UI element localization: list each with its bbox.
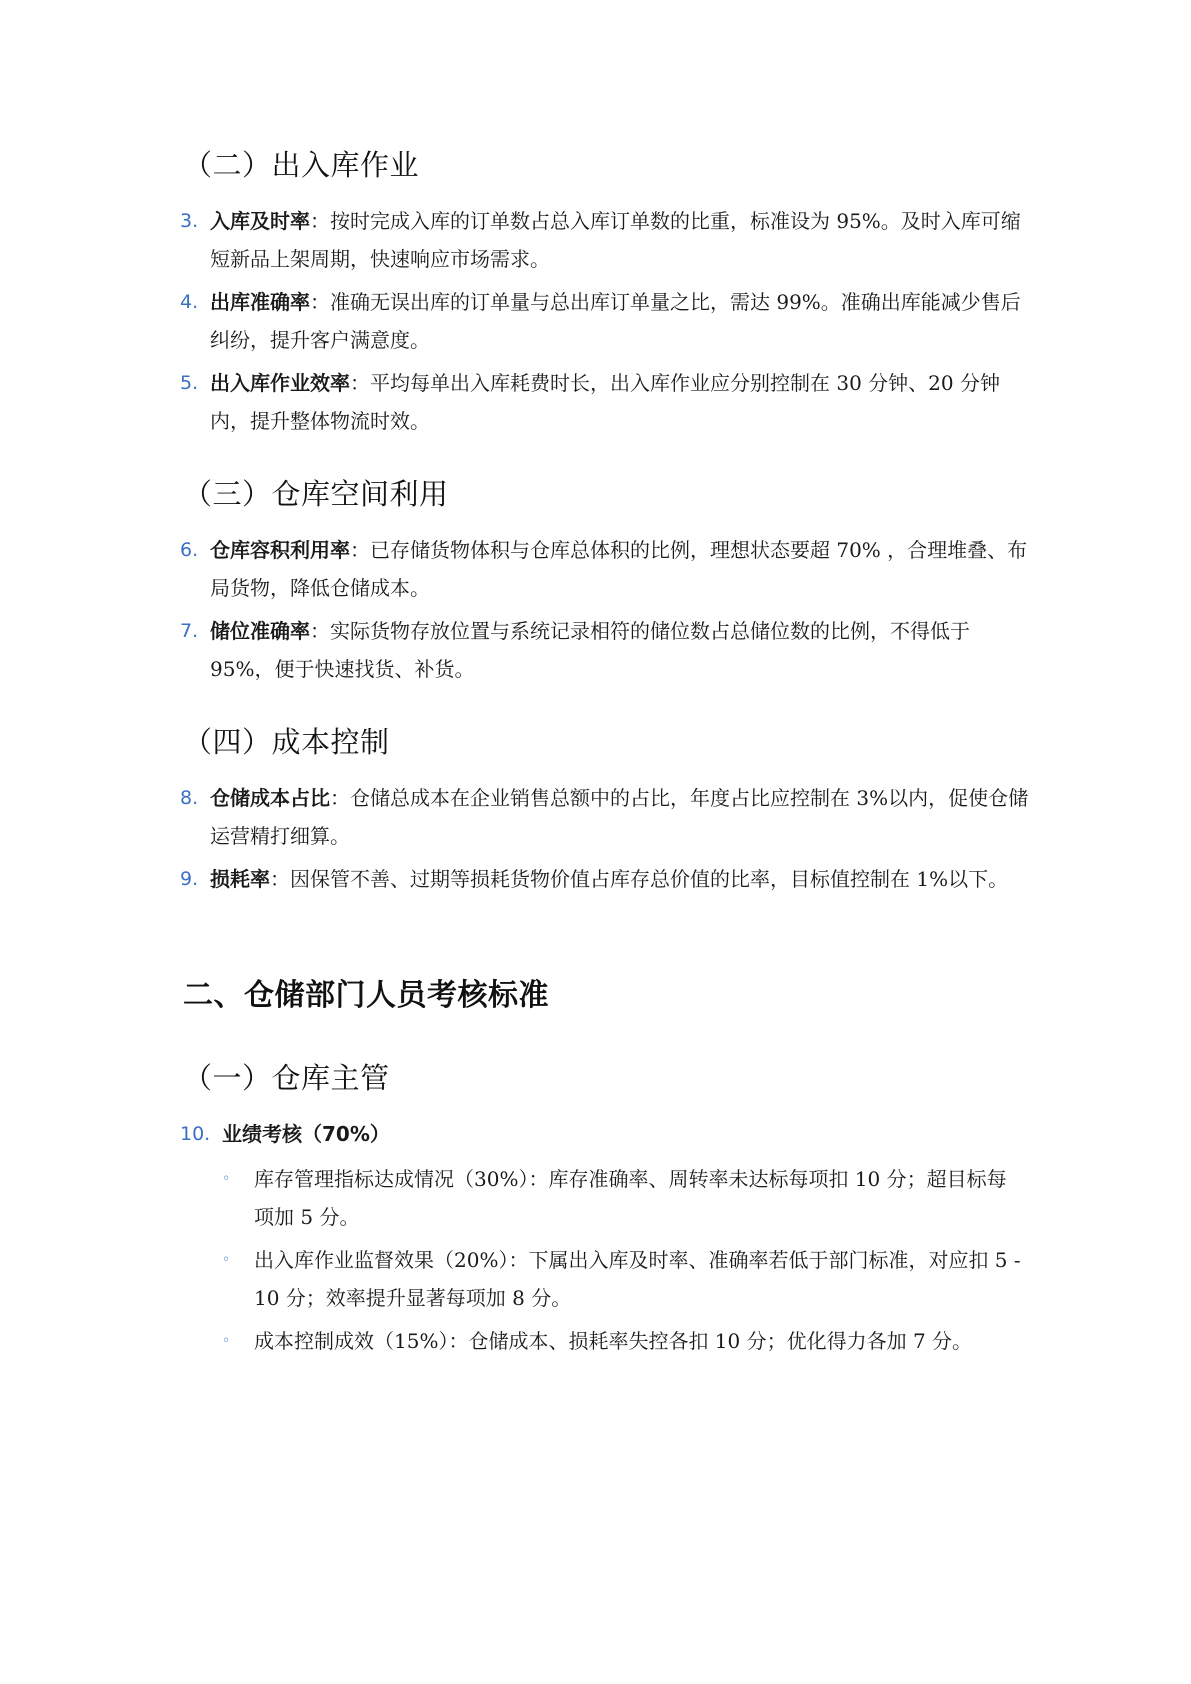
item-text: ：准确无误出库的订单量与总出库订单量之比，需达 99%。准确出库能减少售后纠纷，提升客户满意度。: [210, 290, 1021, 352]
item-text: ：平均每单出入库耗费时长，出入库作业应分别控制在 30 分钟、20 分钟内，提升整体物流时效。: [210, 371, 1000, 433]
list-item-operation-efficiency: [180, 364, 1030, 440]
sub-item-text: 出入库作业监督效果（20%）：下属出入库及时率、准确率若低于部门标准，对应扣 5 - 10 分；效率提升显著每项加 8 分。: [254, 1248, 1021, 1310]
chapter-heading-staff-assessment: 二、仓储部门人员考核标准: [183, 978, 549, 1013]
list-item-cost-ratio: [180, 779, 1030, 855]
list-item-loss-rate: [180, 860, 1030, 898]
list-number: 6.: [180, 539, 199, 561]
hollow-bullet-icon: ◦: [222, 1252, 231, 1268]
list-number: 10.: [180, 1123, 211, 1145]
list-item-performance-assessment: [180, 1115, 1030, 1153]
list-number: 8.: [180, 787, 199, 809]
list-item-location-accuracy: [180, 612, 1030, 688]
section-heading-inbound-outbound: （二）出入库作业: [183, 148, 420, 182]
item-term: 入库及时率: [210, 209, 310, 233]
hollow-bullet-icon: ◦: [222, 1171, 231, 1187]
item-text: ：按时完成入库的订单数占总入库订单数的比重，标准设为 95%。及时入库可缩短新品上架周期，快速响应市场需求。: [210, 209, 1021, 271]
item-term: 储位准确率: [210, 619, 310, 643]
item-term: 仓库容积利用率: [210, 538, 350, 562]
list-number: 5.: [180, 372, 199, 394]
item-text: ：仓储总成本在企业销售总额中的占比，年度占比应控制在 3%以内，促使仓储运营精打细算。: [210, 786, 1029, 848]
sub-list-item-cost-control: [222, 1322, 1022, 1360]
sub-item-text: 库存管理指标达成情况（30%）：库存准确率、周转率未达标每项扣 10 分；超目标每项加 5 分。: [254, 1167, 1007, 1229]
section-heading-space-utilization: （三）仓库空间利用: [183, 477, 449, 511]
section-heading-cost-control: （四）成本控制: [183, 725, 390, 759]
list-number: 7.: [180, 620, 199, 642]
item-text: ：因保管不善、过期等损耗货物价值占库存总价值的比率，目标值控制在 1%以下。: [270, 867, 1009, 891]
item-text: ：已存储货物体积与仓库总体积的比例，理想状态要超 70% ，合理堆叠、布局货物，降低仓储成本。: [210, 538, 1028, 600]
list-number: 3.: [180, 210, 199, 232]
sub-list-item-inventory-kpi: [222, 1160, 1022, 1236]
list-number: 4.: [180, 291, 199, 313]
list-number: 9.: [180, 868, 199, 890]
sub-list-item-operation-supervision: [222, 1241, 1022, 1317]
sub-item-text: 成本控制成效（15%）：仓储成本、损耗率失控各扣 10 分；优化得力各加 7 分。: [254, 1329, 973, 1353]
item-text: ：实际货物存放位置与系统记录相符的储位数占总储位数的比例，不得低于 95%，便于快速找货、补货。: [210, 619, 970, 681]
item-term: 损耗率: [210, 867, 270, 891]
item-term: 仓储成本占比: [210, 786, 330, 810]
item-term: 出入库作业效率: [210, 371, 350, 395]
list-item-volume-utilization: [180, 531, 1030, 607]
hollow-bullet-icon: ◦: [222, 1333, 231, 1349]
list-item-outbound-accuracy: [180, 283, 1030, 359]
item-term: 出库准确率: [210, 290, 310, 314]
list-item-inbound-timeliness: [180, 202, 1030, 278]
section-heading-warehouse-supervisor: （一）仓库主管: [183, 1061, 390, 1095]
item-term: 业绩考核（70%）: [222, 1122, 390, 1146]
